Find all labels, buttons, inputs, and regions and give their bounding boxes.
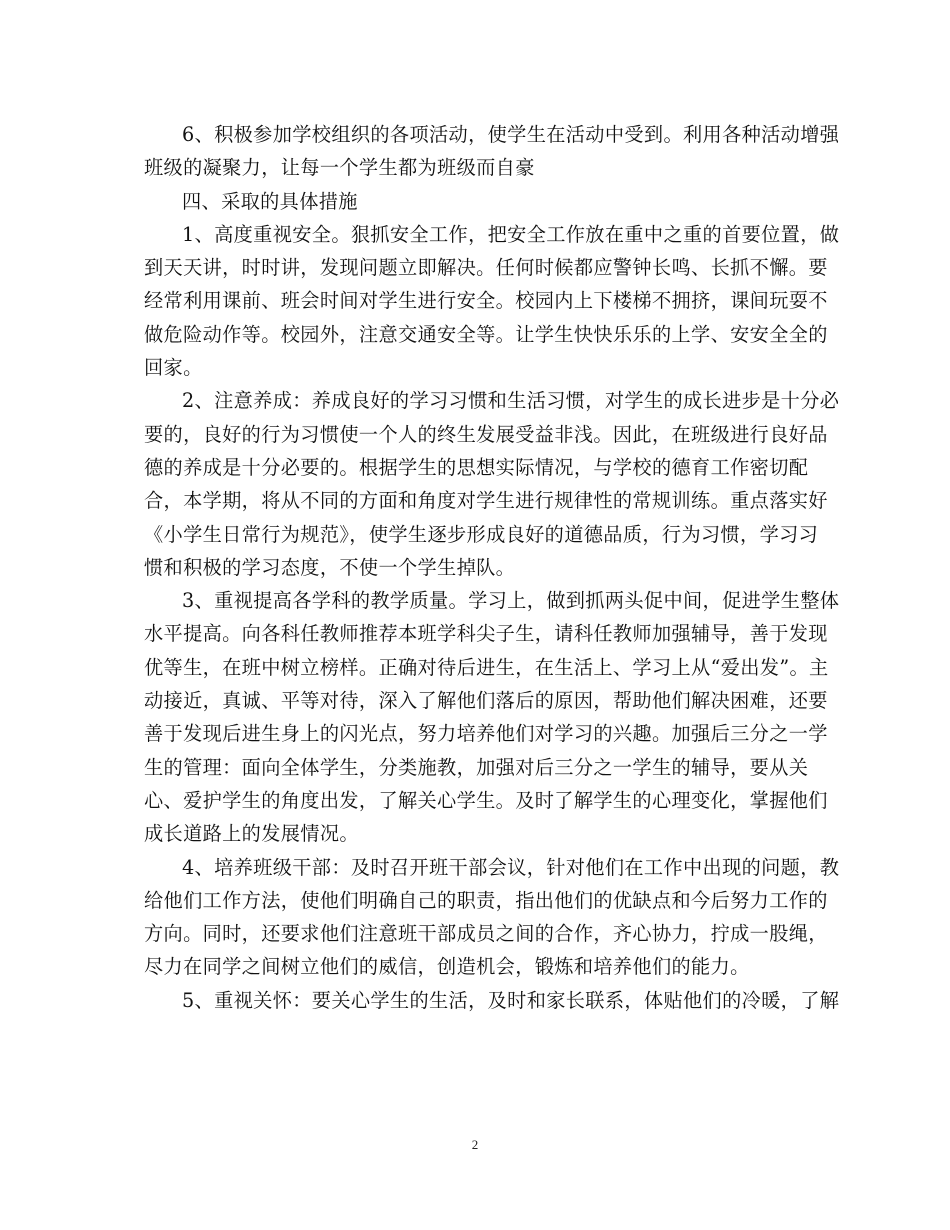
- text-line: 给他们工作方法，使他们明确自己的职责，指出他们的优缺点和今后努力工作的: [144, 888, 828, 912]
- text-line: 成长道路上的发展情况。: [144, 822, 359, 846]
- text-line: 6、积极参加学校组织的各项活动，使学生在活动中受到。利用各种活动增强: [182, 123, 840, 146]
- text-line: 惯和积极的学习态度，不使一个学生掉队。: [144, 555, 516, 579]
- text-line: 2、注意养成：养成良好的学习习惯和生活习惯，对学生的成长进步是十分必: [182, 389, 840, 413]
- text-line: 5、重视关怀：要关心学生的生活，及时和家长联系，体贴他们的冷暖，了解: [182, 988, 840, 1012]
- text-line: 四、采取的具体措施: [182, 189, 358, 213]
- text-line: 到天天讲，时时讲，发现问题立即解决。任何时候都应警钟长鸣、长抓不懈。要: [144, 256, 828, 280]
- text-line: 1、高度重视安全。狠抓安全工作，把安全工作放在重中之重的首要位置，做: [182, 222, 840, 246]
- text-line: 生的管理：面向全体学生，分类施教，加强对后三分之一学生的辅导，要从关: [144, 755, 809, 779]
- text-line: 德的养成是十分必要的。根据学生的思想实际情况，与学校的德育工作密切配: [144, 455, 809, 479]
- text-line: 班级的凝聚力，让每一个学生都为班级而自豪: [144, 156, 535, 180]
- text-line: 优等生，在班中树立榜样。正确对待后进生，在生活上、学习上从“爱出发”。主: [144, 655, 829, 679]
- text-line: 尽力在同学之间树立他们的威信，创造机会，锻炼和培养他们的能力。: [144, 955, 750, 979]
- text-line: 做危险动作等。校园外，注意交通安全等。让学生快快乐乐的上学、安安全全的: [144, 322, 828, 346]
- text-line: 动接近，真诚、平等对待，深入了解他们落后的原因，帮助他们解决困难，还要: [144, 689, 828, 713]
- text-line: 方向。同时，还要求他们注意班干部成员之间的合作，齐心协力，拧成一股绳，: [144, 922, 828, 946]
- text-line: 合，本学期，将从不同的方面和角度对学生进行规律性的常规训练。重点落实好: [144, 489, 828, 513]
- text-line: 要的，良好的行为习惯使一个人的终生发展受益非浅。因此，在班级进行良好品: [144, 422, 828, 446]
- text-line: 3、重视提高各学科的教学质量。学习上，做到抓两头促中间，促进学生整体: [182, 589, 840, 613]
- text-line: 4、培养班级干部：及时召开班干部会议，针对他们在工作中出现的问题，教: [182, 855, 840, 879]
- document-body: [144, 118, 840, 1017]
- text-line: 善于发现后进生身上的闪光点，努力培养他们对学习的兴趣。加强后三分之一学: [144, 722, 828, 746]
- page-number: 2: [471, 1137, 479, 1152]
- text-line: 水平提高。向各科任教师推荐本班学科尖子生，请科任教师加强辅导，善于发现: [144, 622, 828, 646]
- text-line: 回家。: [144, 356, 203, 380]
- text-line: 心、爱护学生的角度出发，了解关心学生。及时了解学生的心理变化，掌握他们: [144, 788, 828, 812]
- text-line: 《小学生日常行为规范》，使学生逐步形成良好的道德品质，行为习惯，学习习: [144, 522, 819, 546]
- text-line: 经常利用课前、班会时间对学生进行安全。校园内上下楼梯不拥挤，课间玩耍不: [144, 289, 828, 313]
